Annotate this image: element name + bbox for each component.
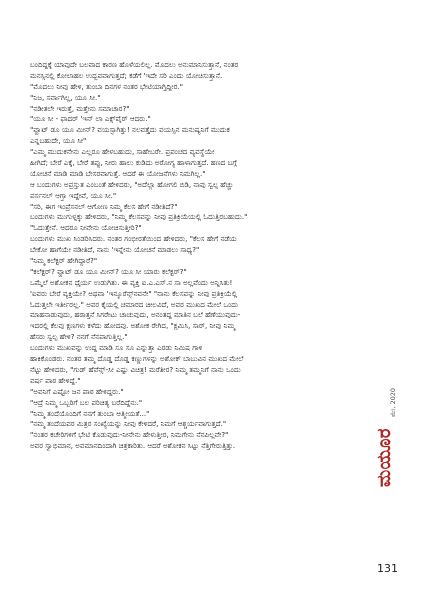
text-line: "ಅವನಿಗೆ ಎಷ್ಟೋ ಜನ ಪಾಠ ಹೇಳಿದ್ದರು." — [30, 386, 124, 396]
text-line: ಬಂದುಗಳು ಮುಗುಳ್ನಕ್ಕು ಹೇಳಿದರು, "ನಿಮ್ಮ ಕೆಲಸವನ್ನು ನೀವು ಪ್ರತಿಕ್ರಿಯೆಯಲ್ಲಿ ಓದುತ್ತಿರಬಹುದು." — [30, 212, 248, 222]
text-line: "ನಿಮ್ಮ ಕಲೆಕ್ಟರ್ ಹೇಗಿದ್ದಾರೆ?" — [30, 256, 98, 266]
text-line: "ನಮ್ಮ ತಂದೆಯವರ ಮಿತ್ರರ ಸಂಖ್ಯೆಯನ್ನು ನೀವು ಕೇಳಿದರೆ, ನಿಮಗೆ ಆಶ್ಚರ್ಯವಾಗುತ್ತದೆ." — [30, 419, 227, 429]
text-line: ಹೀಗಿದೆ; ಬೇರೆ ಎಕ್ಕೆ, ಬೇರೆ ತಪ್ಪು, ನೀರು ಹಾಲು ಕುಡಿದು ಅರೋಗ್ಯ ಹಾಳಾಗುತ್ತದೆ. ಹಣದ ಬಗ್ಗೆ — [30, 158, 237, 168]
text-line: ಒಮ್ಮೆಲೆ ಅಶೋಕನ ಧೈರ್ಯ ಉಡುಗಿತು. ಈ ವ್ಯಕ್ತಿ ಐ.ಎ.ಎಸ್.ನ ಸಾ ಅಲ್ಲವೆಂದು ಅನ್ನಿಸಿತು! — [30, 277, 233, 287]
text-line: ಹಾಕಿಕೊಂಡರು. ನಂತರ ತಮ್ಮ ದೊಡ್ಡ ದೊಡ್ಡ ಕಣ್ಣುಗಳನ್ನು ಅಶೋಕ್ ಬಾಬುವಿನ ಮುಖದ ಮೇಲೆ — [30, 354, 244, 364]
text-line: ಬಂದುಗಳು ಮುಖ ಸಿಂಡರಿಸಿದರು. ನಂತರ ಗಂಭೀರತೆಯಿಂದ ಹೇಳಿದರು, "ಕೆಲಸ ಹೇಗೆ ನಡೆಯ — [30, 234, 237, 244]
text-line: ಪರ್ಸನಲ್ ಆಗ್ತಾ ಇದ್ದೇವೆ, ಯೂ ಸೀ." — [30, 190, 117, 200]
text-line: 'ಐವರು ಬೇರೆ ವ್ಯಕ್ತಿಯೇ? ಅಥವಾ 'ಇನ್ಶೂರೆನ್ಸ್‌ನವನೇ" "ನಾನು ಕೆಲಸವನ್ನು ನೀವು ಪ್ರತಿಕ್ರಿಯೆಲ್ಲಿ — [30, 288, 238, 298]
text-line: ಆ ಬಂದುಗಳು ಅಪ್ರಸ್ತುತ ಎಂಬಂತೆ ಹೇಳಿದರು, "ಅದೆಲ್ಲಾ ಹೋಗಲಿ ಬಿಡಿ, ನಾವು ಸ್ವಲ್ಪ ಹೆಚ್ಚು — [30, 179, 234, 189]
text-line: ನೆಟ್ಟು ಹೇಳಿದರು, "ಗುಡ್ ಹೆವೆನ್ಸ್-ಸೀ ಎಷ್ಟು ವಿಚಿತ್ರ! ಮರೆತೀರ? ನಿಮ್ಮ ತಮ್ಮನಿಗೆ ನಾನು ಒಂದು — [30, 364, 241, 374]
text-line: "ಮೊದಲು ನೀವು ಹೇಳಿ, ತುಂಬಾ ದಿನಗಳ ನಂತರ ಭೇಟಿಯಾಗ್ತಿದ್ದೀರ." — [30, 81, 183, 91]
text-line: ಇದರಲ್ಲಿ ಕೆಲವು ಕ್ಷಣಗಳು ಕಳೆದು ಹೋದವು. ಅಶೋಕ ರೇಗಿದ, "ಕ್ಷಮಿಸಿ, ಸಾರ್, ನೀವು ನಿಮ್ಮ — [30, 321, 236, 331]
text-line: "ಎಮ್ಮ ಮುದುಕನೇನು ಎಲ್ಲರೂ ಹೇಳಬಹುದು, ಸಾಹೇಬರೇ. ಪ್ರಪಂಚದ ವ್ಯವಸ್ಥೆಯೇ — [30, 147, 215, 157]
text-line: "ಆದ್ರೆ ನಿಮ್ಮ ಒಬ್ಬರಿಗೆ ಬಲ ಪರಿಚಿತ್ಯ ಬರೆದಿದ್ದೆನು." — [30, 397, 143, 407]
text-line: ಅವರ ಸ್ವಾಭಿಮಾನ, ಅವಮಾನದಿಂದಾಗಿ ಚಿತ್ರಕಾರಿತು. ಆದರೆ ಅಶೋಕನ ಸಿಟ್ಟು ನೆತ್ತಿಗೇರುತ್ತಿತ್ತು. — [30, 441, 236, 451]
text-line: "ಸರಿ, ಈಗ ಇಂಪ್ರೆಸನಲ್ ಆಗೋಣ ನಿಮ್ಮ ಕೆಲಸ ಹೇಗೆ ನಡೀತಿದೆ?" — [30, 201, 178, 211]
issue-date: ಮೇ, 2020 — [389, 388, 397, 417]
text-line: ಯೋಚನೆ ಮಾಡಿ ಮಾಡಿ ಬೇಸರವಾಗುತ್ತೆ. ಆದರೆ ಈ ಯೋಜನೆಗಳು ನಿಮಗಿಲ್ಲ." — [30, 168, 206, 178]
text-line: "ಓದುತ್ತೇನೆ. ಆದರೂ ನೀವೇನು ಯೋಚಿಸುತ್ತೀರಿ?" — [30, 223, 142, 233]
text-line: ಎನ್ನಬಹುದೇ, ಯೂ ಸೀ" — [30, 136, 87, 146]
text-line: ವರ್ಷ ಪಾಠ ಹೇಳಿದ್ದೆ." — [30, 375, 81, 385]
magazine-side-strip — [370, 388, 400, 555]
text-line: "ನಡೀತಲೇ ಇರುತ್ತೆ, ಮತ್ತೇನು ಸಮಾಚಾರ?" — [30, 103, 130, 113]
text-line: ಬಂದುಗಳು ಮುಖವನ್ನು ಉದ್ದ ಮಾಡಿ ಸೂ ಸೂ ಎನ್ನುತ್ತಾ ಎರಡು ನಿಮಿಷ ಗಾಳಿ — [30, 343, 203, 353]
magazine-logo: ಮಯೂರ — [374, 428, 395, 487]
text-line: ಬೇಕೋ ಹಾಗೆಯೇ ನಡೀತಿದೆ, ನಾನು 'ಇನ್ನೇನು ಯೋಚನೆ ಮಾಡಲು ಸಾಧ್ಯ?" — [30, 245, 200, 255]
text-line: ಮನಸ್ಸಿನಲ್ಲಿ ಕೋಲಾಹಲ ಉದ್ಭವವಾಗುತ್ತದೆ; ಕಡೆಗೆ 'ಇದೇ ಸರಿ ಎಂದು ಯೋಚಿಸುತ್ತಾನೆ. — [30, 70, 223, 80]
text-line: "ನಿಮ್ಮ ತಂದೆಯೊಂದಿಗೆ ನನಗೆ ತುಂಬಾ ಆತ್ಮೀಯತೆ..." — [30, 408, 150, 418]
page-number: 131 — [377, 562, 398, 575]
text-line: ಹೆಸರು ಸ್ವಲ್ಪ ಹೇಳಿ? ನನಗೆ ನೆನಪಾಗುತ್ತಿಲ್ಲ." — [30, 332, 128, 342]
text-line: "ಕಲೆಕ್ಟರ್? ವ್ಹಾಟ್ ಡೂ ಯೂ ಮೀನ್? ಯೂ ಸೀ ಯಾರು ಕಲೆಕ್ಟರ್?" — [30, 266, 187, 276]
text-line: ಬಂದಿದ್ದಕ್ಕೆ ಯಾವುದೇ ಬಲವಾದ ಕಾರಣ ಹೊಳೆಯಲಿಲ್ಲ. ಮೊದಲು ಅನುಮಾನಿಸುತ್ತಾನೆ, ನಂತರ — [30, 60, 239, 69]
text-line: "ವ್ಹಾಟ್ ಡೂ ಯೂ ಮೀನ್? ವಯಸ್ಸಾಗಿತ್ತು! ನಲವತ್ತೈದು ವಯಸ್ಸಿನ ಮನುಷ್ಯನಿಗೆ ಮುದುಕ — [30, 125, 230, 135]
text-line: "ನಂತರ ಕಚೇರಿಗಳಿಗೆ ಭೇಟಿ ಕೊಡುವುದು-ನೀನೇನು ಹೇಳುತ್ತೀರ, ನಿಮಗೇನು ನೆನಪಿಲ್ಲವೇ?" — [30, 430, 229, 440]
text-line: "ನಿಜ, ಸರ್ವಾಗಿಲ್ಲ, ಯೂ ಸೀ." — [30, 92, 101, 102]
text-line: "ಯೂ ಸೀ - ಫಾದರ್ 'ಇನ್ ಲಾ ಎಕ್ಸ್‌ಪೈರ್ ಆದರು." — [30, 114, 151, 124]
text-line: ಮಾಹನಾಡುವುದು, ಹಠಾತ್ತನೆ ಸಿಗರೇಟು ಚಾಚುವುದು, ಅನಂತದ್ದ ಮಾತಿನ ಬಲೆ ಹೆಣೆಯುವುದು- — [30, 310, 241, 320]
text-line: ಓದುತ್ತಲೇ ಇರ್ತೀರಲ್ಲ." ಅವರ ಕೈಯಲ್ಲಿ ಚಮಾರದ ಚೀಲವಿದೆ, ಅವರ ಮುಖದ ಮೇಲೆ ಒಂದು — [30, 299, 239, 309]
article-body — [30, 60, 358, 452]
